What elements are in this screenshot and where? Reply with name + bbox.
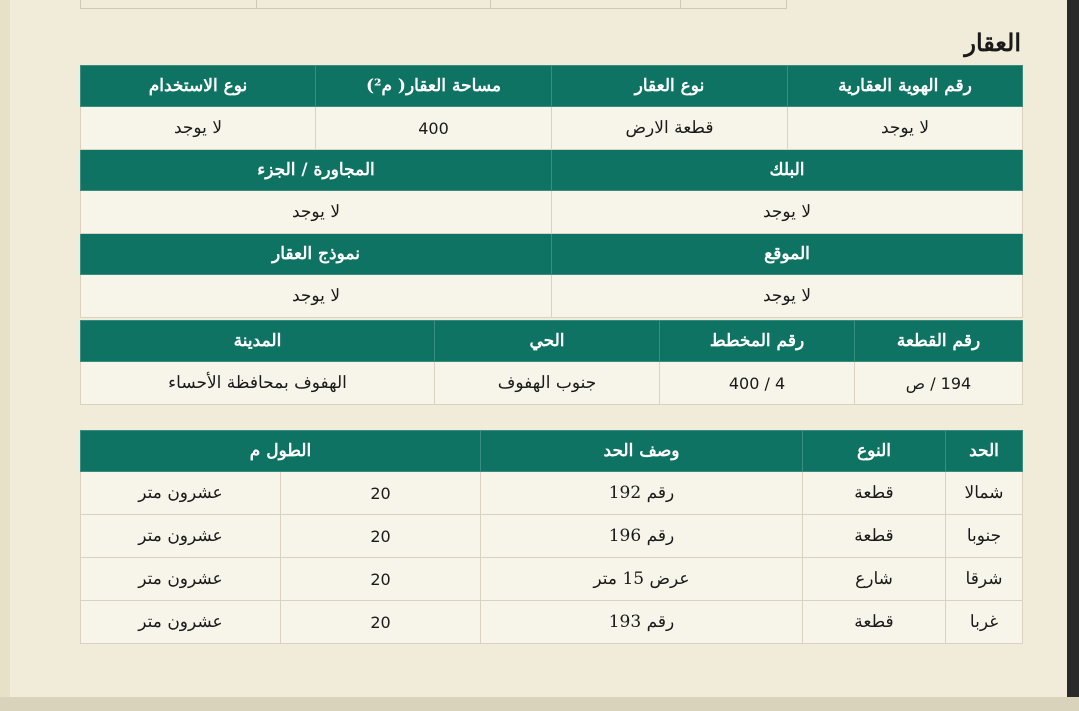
section-title: العقار — [964, 28, 1021, 57]
value-block: لا يوجد — [552, 191, 1023, 234]
boundary-length-words: عشرون متر — [81, 558, 281, 601]
boundary-direction: غربا — [946, 601, 1023, 644]
value-property-model: لا يوجد — [81, 275, 552, 318]
boundary-direction: شرقا — [946, 558, 1023, 601]
header-city: المدينة — [81, 321, 435, 362]
value-property-id: لا يوجد — [788, 107, 1023, 150]
page-right-edge — [1067, 0, 1079, 711]
boundary-description: رقم 192 — [481, 472, 803, 515]
header-plan-number: رقم المخطط — [660, 321, 855, 362]
property-info-table — [80, 65, 1023, 318]
boundary-description: عرض 15 متر — [481, 558, 803, 601]
header-property-area: مساحة العقار( م²) — [316, 66, 552, 107]
value-usage-type: لا يوجد — [81, 107, 316, 150]
value-district: جنوب الهفوف — [435, 362, 660, 405]
boundary-direction: شمالا — [946, 472, 1023, 515]
boundary-type: قطعة — [803, 601, 946, 644]
value-city: الهفوف بمحافظة الأحساء — [81, 362, 435, 405]
plot-header-row — [81, 321, 1023, 362]
header-district: الحي — [435, 321, 660, 362]
value-location: لا يوجد — [552, 275, 1023, 318]
boundary-length-words: عشرون متر — [81, 515, 281, 558]
boundaries-table — [80, 430, 1023, 644]
value-plan-number: 4 / 400 — [660, 362, 855, 405]
header-length: الطول م — [81, 431, 481, 472]
table-row — [81, 601, 1023, 644]
table-row — [81, 515, 1023, 558]
boundary-length-number: 20 — [281, 515, 481, 558]
header-type: النوع — [803, 431, 946, 472]
table-row — [81, 558, 1023, 601]
boundary-length-words: عشرون متر — [81, 601, 281, 644]
boundary-description: رقم 196 — [481, 515, 803, 558]
table-row — [81, 472, 1023, 515]
block-value-row — [81, 191, 1023, 234]
page-left-edge — [0, 0, 10, 711]
header-block: البلك — [552, 150, 1023, 191]
boundary-direction: جنوبا — [946, 515, 1023, 558]
boundary-length-words: عشرون متر — [81, 472, 281, 515]
value-plot-number: 194 / ص — [855, 362, 1023, 405]
header-usage-type: نوع الاستخدام — [81, 66, 316, 107]
plot-value-row — [81, 362, 1023, 405]
boundary-description: رقم 193 — [481, 601, 803, 644]
boundary-type: قطعة — [803, 472, 946, 515]
header-property-id: رقم الهوية العقارية — [788, 66, 1023, 107]
header-location: الموقع — [552, 234, 1023, 275]
boundary-type: شارع — [803, 558, 946, 601]
page-bottom-edge — [0, 697, 1079, 711]
location-value-row — [81, 275, 1023, 318]
boundary-length-number: 20 — [281, 601, 481, 644]
boundary-type: قطعة — [803, 515, 946, 558]
header-neighborhood-part: المجاورة / الجزء — [81, 150, 552, 191]
property-value-row — [81, 107, 1023, 150]
boundaries-header-row — [81, 431, 1023, 472]
header-boundary-description: وصف الحد — [481, 431, 803, 472]
value-neighborhood-part: لا يوجد — [81, 191, 552, 234]
header-property-type: نوع العقار — [552, 66, 788, 107]
header-property-model: نموذج العقار — [81, 234, 552, 275]
boundary-length-number: 20 — [281, 558, 481, 601]
header-plot-number: رقم القطعة — [855, 321, 1023, 362]
value-property-type: قطعة الارض — [552, 107, 788, 150]
header-boundary: الحد — [946, 431, 1023, 472]
location-header-row — [81, 234, 1023, 275]
previous-table-remnant — [80, 0, 787, 9]
value-property-area: 400 — [316, 107, 552, 150]
property-header-row — [81, 66, 1023, 107]
block-header-row — [81, 150, 1023, 191]
boundary-length-number: 20 — [281, 472, 481, 515]
plot-info-table — [80, 320, 1023, 405]
